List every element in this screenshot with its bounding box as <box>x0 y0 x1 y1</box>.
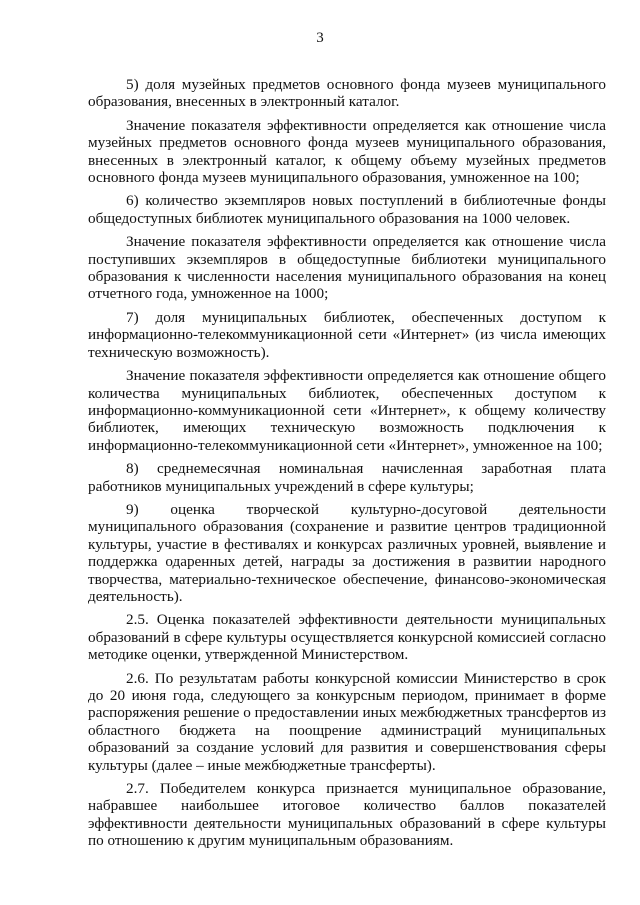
paragraph-item-7: 7) доля муниципальных библиотек, обеспеченных доступом к информационно-телекоммуникационной сети «Интернет» (из числа имеющих техническую возможность). <box>88 308 606 361</box>
paragraph-item-7-definition: Значение показателя эффективности определяется как отношение общего количества муниципальных библиотек, обеспеченных доступом к информационно-коммуникационной сети «Интернет», к общему количеству библиотек, имеющих техническую возможность подключения к информационно-телекоммуникационной сети «Интернет», умноженное на 100; <box>88 367 606 454</box>
paragraph-item-6-definition: Значение показателя эффективности определяется как отношение числа поступивших экземпляров в общедоступные библиотеки муниципального образования к численности населения муниципального образования на конец отчетного года, умноженное на 1000; <box>88 233 606 303</box>
paragraph-item-6: 6) количество экземпляров новых поступлений в библиотечные фонды общедоступных библиотек муниципального образования на 1000 человек. <box>88 192 606 227</box>
paragraph-section-2-7: 2.7. Победителем конкурса признается муниципальное образование, набравшее наибольшее итоговое количество баллов показателей эффективности деятельности муниципальных образований в сфере культуры по отношению к другим муниципальным образованиям. <box>88 780 606 850</box>
page-number: 3 <box>316 30 324 46</box>
paragraph-section-2-5: 2.5. Оценка показателей эффективности деятельности муниципальных образований в сфере культуры осуществляется конкурсной комиссией согласно методике оценки, утвержденной Министерством. <box>88 611 606 664</box>
paragraph-section-2-6: 2.6. По результатам работы конкурсной комиссии Министерство в срок до 20 июня года, следующего за конкурсным периодом, принимает в форме распоряжения решение о предоставлении иных межбюджетных трансфертов из областного бюджета на поощрение администраций муниципальных образований за создание условий для развития и совершенствования сферы культуры (далее – иные межбюджетные трансферты). <box>88 669 606 774</box>
document-body <box>88 76 606 856</box>
paragraph-item-5-definition: Значение показателя эффективности определяется как отношение числа музейных предметов основного фонда музеев муниципального образования, внесенных в электронный каталог, к общему объему музейных предметов основного фонда музеев муниципального образования, умноженное на 100; <box>88 116 606 187</box>
paragraph-item-5: 5) доля музейных предметов основного фонда музеев муниципального образования, внесенных в электронный каталог. <box>88 76 606 111</box>
paragraph-item-9: 9) оценка творческой культурно-досуговой деятельности муниципального образования (сохранение и развитие центров традиционной культуры, участие в фестивалях и конкурсах различных уровней, выявление и поддержка одаренных детей, награды за достижения в развитии народного творчества, материально-техническое обеспечение, финансово-экономическая деятельность). <box>88 500 606 605</box>
paragraph-item-8: 8) среднемесячная номинальная начисленная заработная плата работников муниципальных учреждений в сфере культуры; <box>88 460 606 495</box>
